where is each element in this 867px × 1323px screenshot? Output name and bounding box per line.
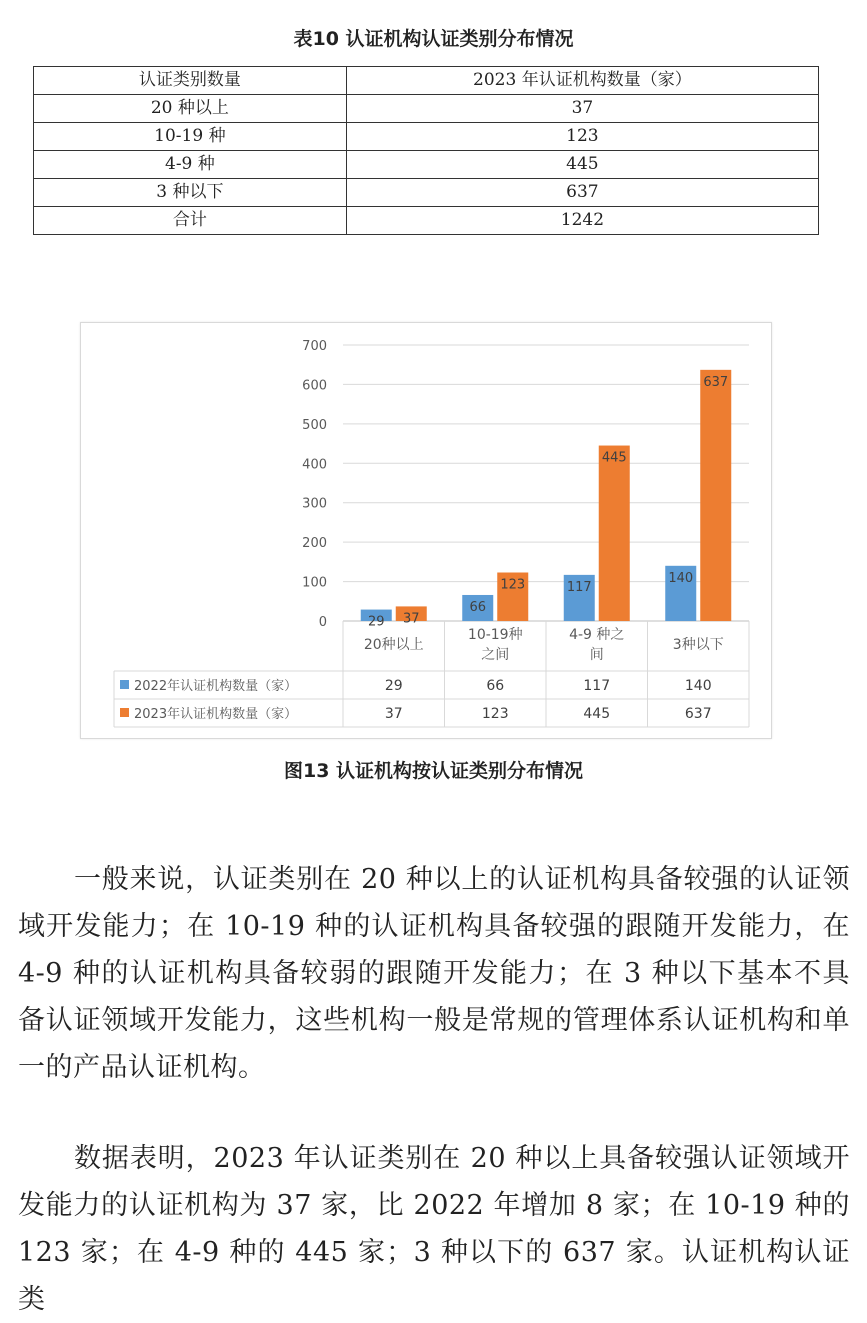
distribution-table — [33, 66, 819, 235]
header-category: 认证类别数量 — [34, 67, 347, 95]
paragraph: 数据表明，2023 年认证类别在 20 种以上具备较强认证领域开发能力的认证机构为 37 家，比 2022 年增加 8 家；在 10-19 种的 123 家；在 4-9 种的 445 家；3 种以下的 637 家。认证机构认证类 — [18, 1143, 850, 1315]
data-label: 29 — [367, 614, 385, 630]
table-cell: 637 — [346, 179, 818, 207]
table-cell: 123 — [346, 123, 818, 151]
table-row — [34, 179, 819, 207]
table-cell: 37 — [346, 95, 818, 123]
data-table-value: 66 — [486, 678, 505, 694]
data-label: 123 — [500, 577, 526, 593]
legend-label: 2023年认证机构数量（家） — [134, 707, 298, 722]
table-cell: 1242 — [346, 207, 818, 235]
data-table-value: 140 — [684, 678, 712, 694]
legend-label: 2022年认证机构数量（家） — [134, 679, 298, 694]
paragraph: 一般来说，认证类别在 20 种以上的认证机构具备较强的认证领域开发能力；在 10-19 种的认证机构具备较强的跟随开发能力，在 4-9 种的认证机构具备较弱的跟随开发能力；在 3 种以下基本不具备认证领域开发能力，这些机构一般是常规的管理体系认证机构和单一的产品认证机构。 — [18, 864, 850, 1083]
table-cell: 445 — [346, 151, 818, 179]
data-label: 117 — [566, 579, 592, 595]
data-label: 37 — [402, 611, 420, 627]
table-cell: 合计 — [34, 207, 347, 235]
data-table-value: 445 — [583, 706, 611, 722]
data-table-value: 37 — [384, 706, 403, 722]
table-header-row — [34, 67, 819, 95]
data-label: 445 — [601, 450, 627, 466]
y-tick-label: 600 — [302, 378, 327, 394]
table-row — [34, 95, 819, 123]
data-label: 637 — [703, 374, 729, 390]
data-label: 66 — [469, 599, 487, 615]
table-cell: 20 种以上 — [34, 95, 347, 123]
data-table-value: 117 — [583, 678, 611, 694]
table-title: 表10 认证机构认证类别分布情况 — [293, 28, 574, 50]
data-table-value: 29 — [384, 678, 403, 694]
bar-chart — [81, 323, 771, 738]
table-cell: 4-9 种 — [34, 151, 347, 179]
x-tick-label: 10-19种之间 — [467, 627, 523, 663]
table-row — [34, 151, 819, 179]
table-row — [34, 123, 819, 151]
table-cell: 10-19 种 — [34, 123, 347, 151]
legend-key — [120, 708, 129, 717]
chart-frame — [80, 322, 772, 739]
data-table-value: 637 — [684, 706, 712, 722]
x-tick-label: 3种以下 — [672, 637, 724, 653]
x-tick-label: 20种以上 — [363, 637, 424, 653]
legend-key — [120, 680, 129, 689]
header-count-2023: 2023 年认证机构数量（家） — [346, 67, 818, 95]
figure-caption: 图13 认证机构按认证类别分布情况 — [283, 760, 584, 782]
y-tick-label: 300 — [302, 496, 327, 512]
table-row-total — [34, 207, 819, 235]
bar — [700, 370, 731, 621]
y-tick-label: 0 — [318, 615, 327, 630]
data-table-value: 123 — [481, 706, 509, 722]
y-tick-label: 500 — [302, 417, 327, 433]
y-tick-label: 400 — [302, 457, 327, 473]
y-tick-label: 200 — [302, 536, 327, 552]
data-label: 140 — [668, 570, 694, 586]
y-tick-label: 700 — [302, 339, 327, 354]
y-tick-label: 100 — [302, 575, 327, 591]
bar — [599, 446, 630, 621]
x-tick-label: 4-9 种之间 — [569, 627, 625, 663]
table-cell: 3 种以下 — [34, 179, 347, 207]
